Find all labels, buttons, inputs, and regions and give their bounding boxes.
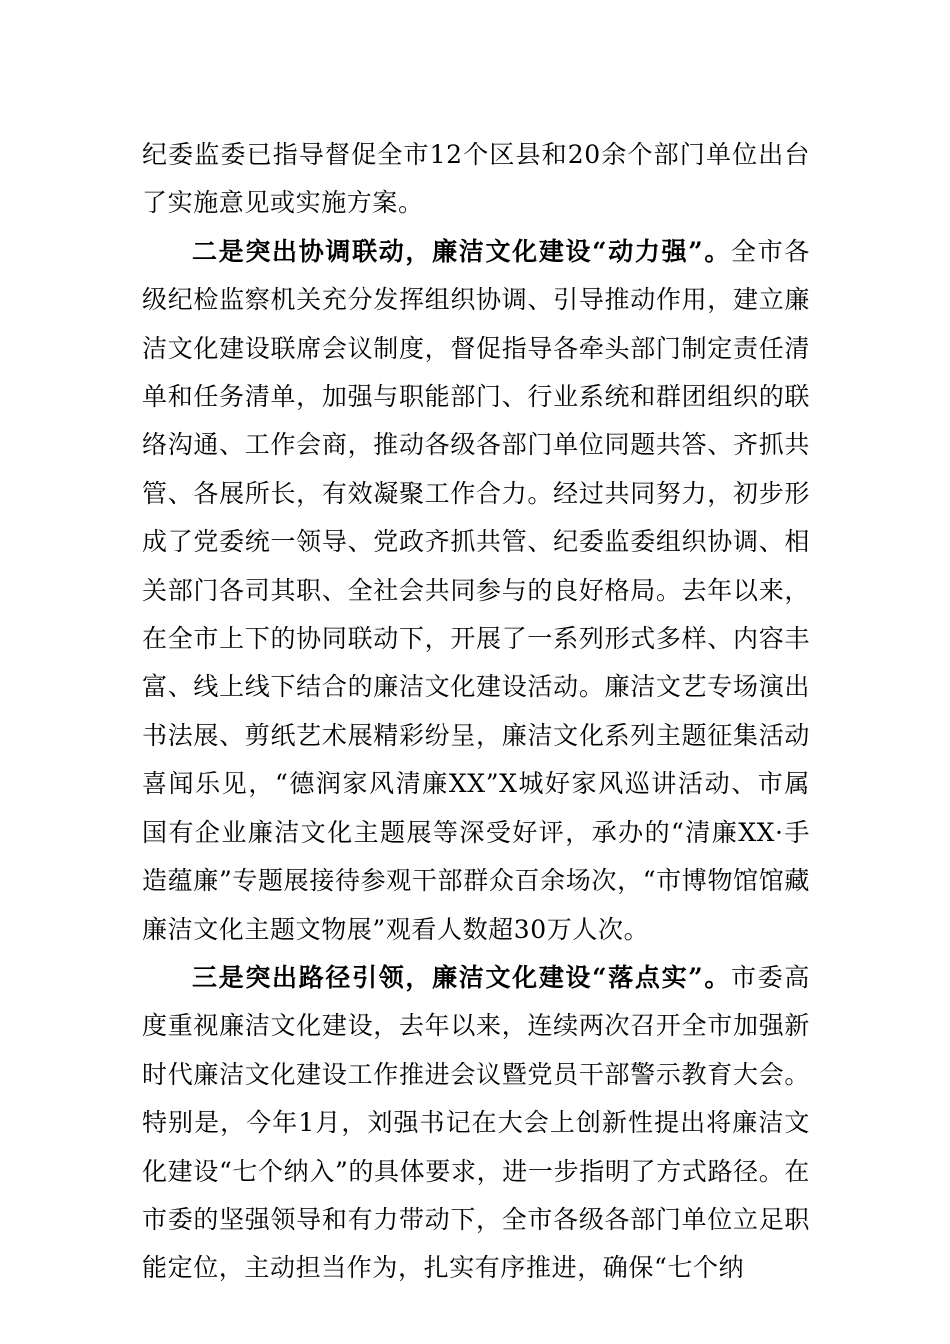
paragraph-pathway <box>142 954 810 1293</box>
paragraph-coordination-heading: 二是突出协调联动，廉洁文化建设“动力强”。 <box>192 236 732 266</box>
paragraph-pathway-body: 市委高度重视廉洁文化建设，去年以来，连续两次召开全市加强新时代廉洁文化建设工作推进会议暨党员干部警示教育大会。特别是，今年1月，刘强书记在大会上创新性提出将廉洁文化建设“七个纳入”的具体要求，进一步指明了方式路径。在市委的坚强领导和有力带动下，全市各级各部门单位立足职能定位，主动担当作为，扎实有序推进，确保“七个纳 <box>142 962 810 1283</box>
document-body <box>142 131 810 1293</box>
paragraph-pathway-heading: 三是突出路径引领，廉洁文化建设“落点实”。 <box>192 962 732 992</box>
continuation-paragraph: 纪委监委已指导督促全市12个区县和20余个部门单位出台了实施意见或实施方案。 <box>142 140 810 218</box>
paragraph-coordination-body: 全市各级纪检监察机关充分发挥组织协调、引导推动作用，建立廉洁文化建设联席会议制度，督促指导各牵头部门制定责任清单和任务清单，加强与职能部门、行业系统和群团组织的联络沟通、工作会商，推动各级各部门单位同题共答、齐抓共管、各展所长，有效凝聚工作合力。经过共同努力，初步形成了党委统一领导、党政齐抓共管、纪委监委组织协调、相关部门各司其职、全社会共同参与的良好格局。去年以来，在全市上下的协同联动下，开展了一系列形式多样、内容丰富、线上线下结合的廉洁文化建设活动。廉洁文艺专场演出书法展、剪纸艺术展精彩纷呈，廉洁文化系列主题征集活动喜闻乐见，“德润家风清廉XX”X城好家风巡讲活动、市属国有企业廉洁文化主题展等深受好评，承办的“清廉XX·手造蕴廉”专题展接待参观干部群众百余场次，“市博物馆馆藏廉洁文化主题文物展”观看人数超30万人次。 <box>142 236 810 944</box>
paragraph-coordination <box>142 228 810 954</box>
